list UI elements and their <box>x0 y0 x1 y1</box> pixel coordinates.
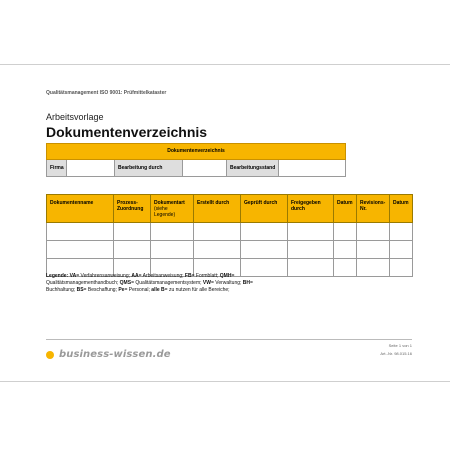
table-cell[interactable] <box>357 223 390 241</box>
table-cell[interactable] <box>151 241 194 259</box>
table-cell[interactable] <box>334 241 357 259</box>
table-cell[interactable] <box>390 259 413 277</box>
col-erstellt-durch: Erstellt durch <box>194 195 241 223</box>
table-cell[interactable] <box>114 223 151 241</box>
table-cell[interactable] <box>47 241 114 259</box>
table-cell[interactable] <box>241 223 288 241</box>
col-datum-1: Datum <box>334 195 357 223</box>
page-number: Seite 1 von 1 <box>388 343 412 348</box>
col-dokumentart: Dokumentart (siehe Legende) <box>151 195 194 223</box>
bearbeitungsstand-label: Bearbeitungsstand <box>227 160 279 176</box>
table-cell[interactable] <box>194 223 241 241</box>
table-row <box>47 241 413 259</box>
table-cell[interactable] <box>390 223 413 241</box>
col-geprueft-durch: Geprüft durch <box>241 195 288 223</box>
col-revisions-nr: Revisions-Nr. <box>357 195 390 223</box>
page-title: Dokumentenverzeichnis <box>46 124 208 140</box>
table-cell[interactable] <box>288 223 334 241</box>
col-prozess-zuordnung: Prozess-Zuordnung <box>114 195 151 223</box>
register-table <box>46 194 413 277</box>
col-dokumentart-note: (siehe Legende) <box>154 206 176 218</box>
table-cell[interactable] <box>194 241 241 259</box>
table-cell[interactable] <box>241 241 288 259</box>
bearbeitungsstand-field[interactable] <box>279 160 345 176</box>
document-page <box>0 64 450 382</box>
table-header-row <box>47 195 413 223</box>
col-datum-2: Datum <box>390 195 413 223</box>
firma-label: Firma <box>47 160 67 176</box>
table-cell[interactable] <box>357 259 390 277</box>
brand-logo <box>46 349 171 360</box>
table-cell[interactable] <box>390 241 413 259</box>
table-cell[interactable] <box>334 259 357 277</box>
article-number: Art.-Nr. 98.015.16 <box>380 351 412 356</box>
table-cell[interactable] <box>288 241 334 259</box>
meta-row <box>46 160 346 177</box>
col-freigegeben-durch: Freigegeben durch <box>288 195 334 223</box>
col-dokumentenname: Dokumentenname <box>47 195 114 223</box>
brand-name: business-wissen.de <box>59 349 171 360</box>
table-cell[interactable] <box>47 223 114 241</box>
table-cell[interactable] <box>288 259 334 277</box>
table-cell[interactable] <box>357 241 390 259</box>
register-banner: Dokumentenverzeichnis <box>46 143 346 160</box>
table-cell[interactable] <box>334 223 357 241</box>
firma-field[interactable] <box>67 160 115 176</box>
footer-divider <box>46 339 412 340</box>
brand-dot-icon <box>46 351 54 359</box>
document-header: Qualitätsmanagement ISO 9001: Prüfmittelkataster <box>46 90 167 96</box>
bearbeitung-durch-label: Bearbeitung durch <box>115 160 183 176</box>
table-row <box>47 223 413 241</box>
table-cell[interactable] <box>151 223 194 241</box>
bearbeitung-durch-field[interactable] <box>183 160 227 176</box>
table-cell[interactable] <box>114 241 151 259</box>
document-subtitle: Arbeitsvorlage <box>46 112 104 122</box>
legend: Legende: VA= Verfahrensanweisung; AA= Arbeitsanweisung; FB= Formblatt; QMH= Qualitätsmanagementhandbuch; QMS= Qualitätsmanagementsystem; VW= Verwaltung; BH= Buchhaltung; BS= Beschaffung; Pe= Personal; alle B= zu nutzen für alle Bereiche; <box>46 273 253 293</box>
